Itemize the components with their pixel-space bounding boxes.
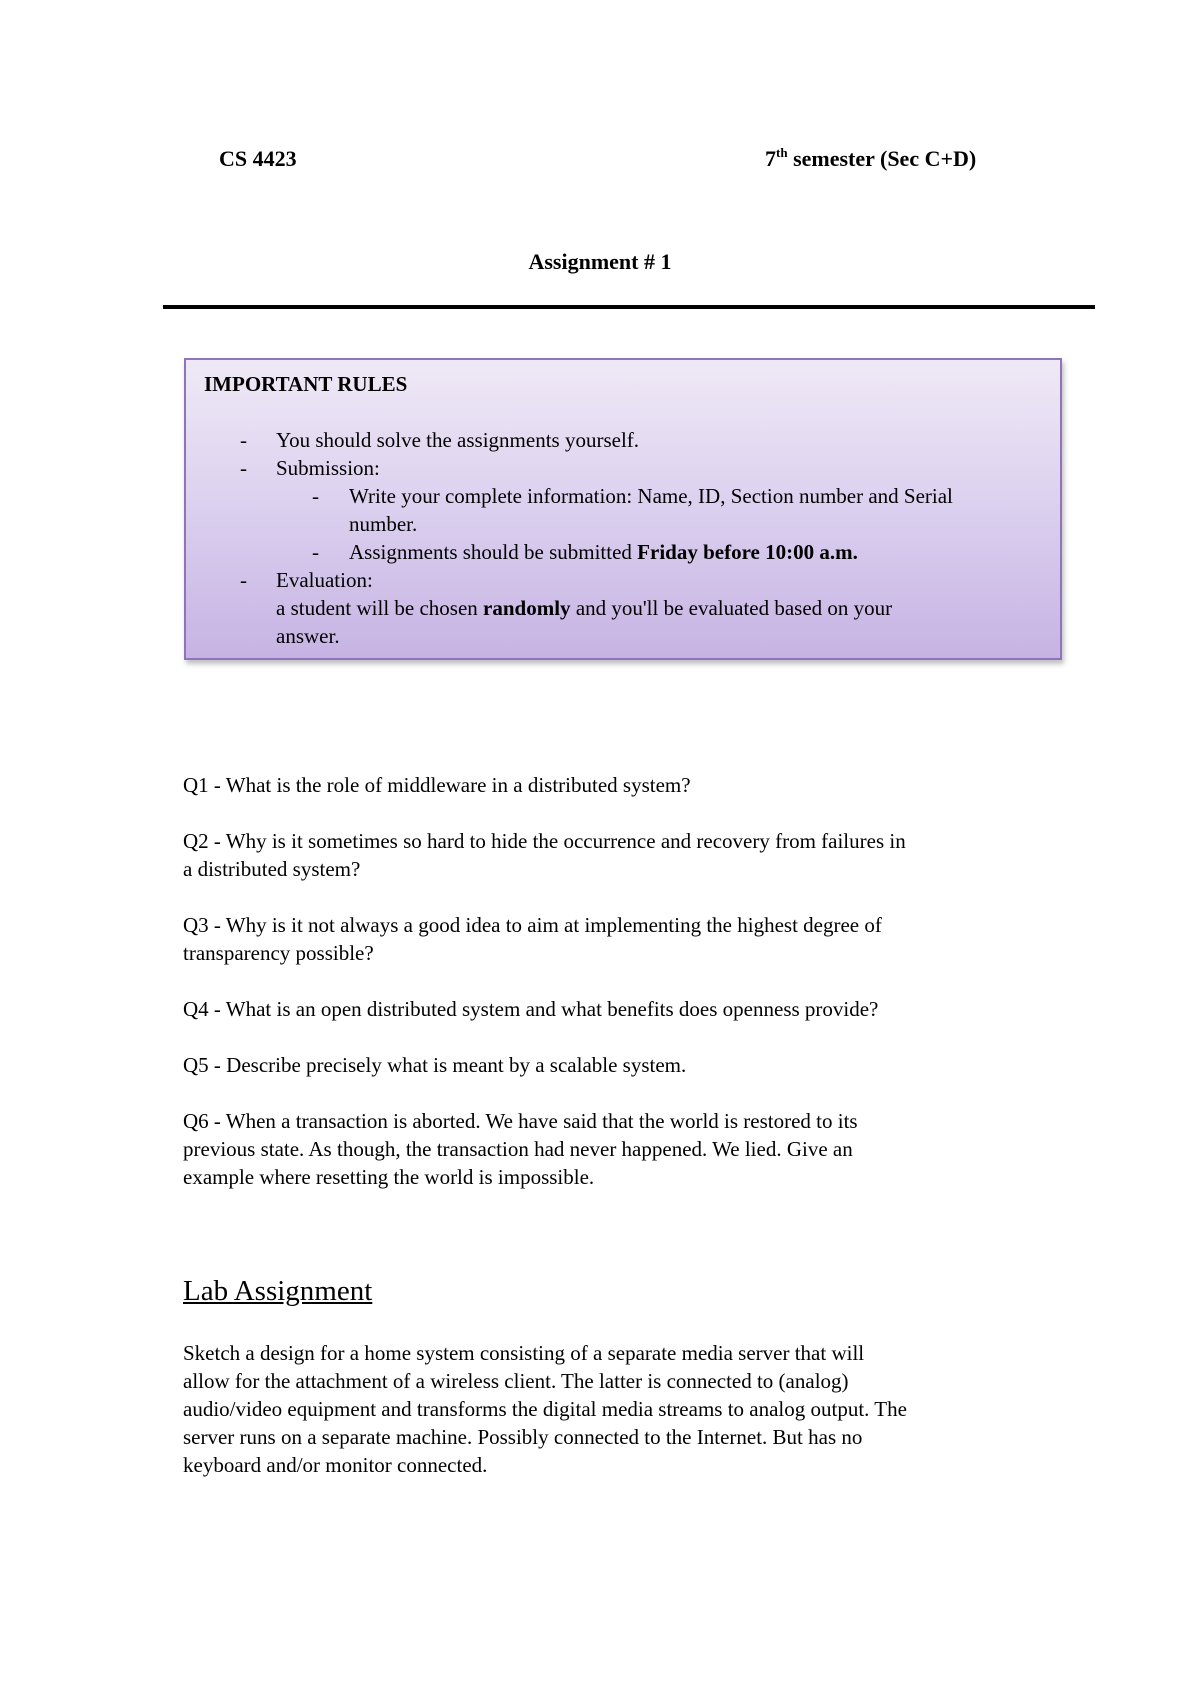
question-5: Q5 - Describe precisely what is meant by a scalable system. bbox=[183, 1053, 687, 1077]
semester-ordinal: th bbox=[776, 145, 788, 160]
question-6-line2: previous state. As though, the transaction had never happened. We lied. Give an bbox=[183, 1137, 853, 1161]
deadline-text: Assignments should be submitted bbox=[349, 540, 638, 564]
bullet-dash: - bbox=[312, 484, 319, 508]
evaluation-bold: randomly bbox=[483, 596, 571, 620]
rule-item-self-solve: You should solve the assignments yourself. bbox=[276, 428, 640, 452]
rule-evaluation-line2: answer. bbox=[276, 624, 340, 648]
semester-number: 7 bbox=[765, 146, 776, 171]
question-3-line2: transparency possible? bbox=[183, 941, 374, 965]
semester-info bbox=[765, 146, 976, 172]
question-2-line1: Q2 - Why is it sometimes so hard to hide the occurrence and recovery from failures in bbox=[183, 829, 906, 853]
bullet-dash: - bbox=[312, 540, 319, 564]
question-6-line1: Q6 - When a transaction is aborted. We have said that the world is restored to its bbox=[183, 1109, 858, 1133]
horizontal-divider bbox=[163, 305, 1095, 309]
course-code: CS 4423 bbox=[219, 146, 297, 171]
assignment-title: Assignment # 1 bbox=[528, 249, 672, 274]
rule-evaluation-line1 bbox=[276, 594, 892, 622]
question-2-line2: a distributed system? bbox=[183, 857, 361, 881]
question-3-line1: Q3 - Why is it not always a good idea to aim at implementing the highest degree of bbox=[183, 913, 882, 937]
lab-text-line2: allow for the attachment of a wireless client. The latter is connected to (analog) bbox=[183, 1369, 849, 1393]
evaluation-text-pre: a student will be chosen bbox=[276, 596, 484, 620]
bullet-dash: - bbox=[240, 456, 247, 480]
bullet-dash: - bbox=[240, 428, 247, 452]
lab-text-line4: server runs on a separate machine. Possibly connected to the Internet. But has no bbox=[183, 1425, 863, 1449]
question-6-line3: example where resetting the world is impossible. bbox=[183, 1165, 595, 1189]
bullet-dash: - bbox=[240, 568, 247, 592]
rule-item-evaluation: Evaluation: bbox=[276, 568, 373, 592]
rule-subitem-info-line1: Write your complete information: Name, ID, Section number and Serial bbox=[349, 484, 953, 508]
lab-text-line3: audio/video equipment and transforms the digital media streams to analog output. The bbox=[183, 1397, 907, 1421]
important-rules-box bbox=[184, 358, 1062, 660]
lab-text-line5: keyboard and/or monitor connected. bbox=[183, 1453, 488, 1477]
rule-subitem-deadline bbox=[349, 538, 858, 566]
lab-text-line1: Sketch a design for a home system consisting of a separate media server that will bbox=[183, 1341, 865, 1365]
deadline-bold: Friday before 10:00 a.m. bbox=[637, 540, 858, 564]
lab-assignment-heading: Lab Assignment bbox=[183, 1275, 373, 1307]
rules-heading: IMPORTANT RULES bbox=[204, 372, 408, 396]
evaluation-text-post: and you'll be evaluated based on your bbox=[570, 596, 893, 620]
semester-section: semester (Sec C+D) bbox=[787, 146, 977, 171]
question-4: Q4 - What is an open distributed system and what benefits does openness provide? bbox=[183, 997, 879, 1021]
rule-subitem-info-line2: number. bbox=[349, 512, 418, 536]
rule-item-submission: Submission: bbox=[276, 456, 380, 480]
question-1: Q1 - What is the role of middleware in a distributed system? bbox=[183, 773, 691, 797]
